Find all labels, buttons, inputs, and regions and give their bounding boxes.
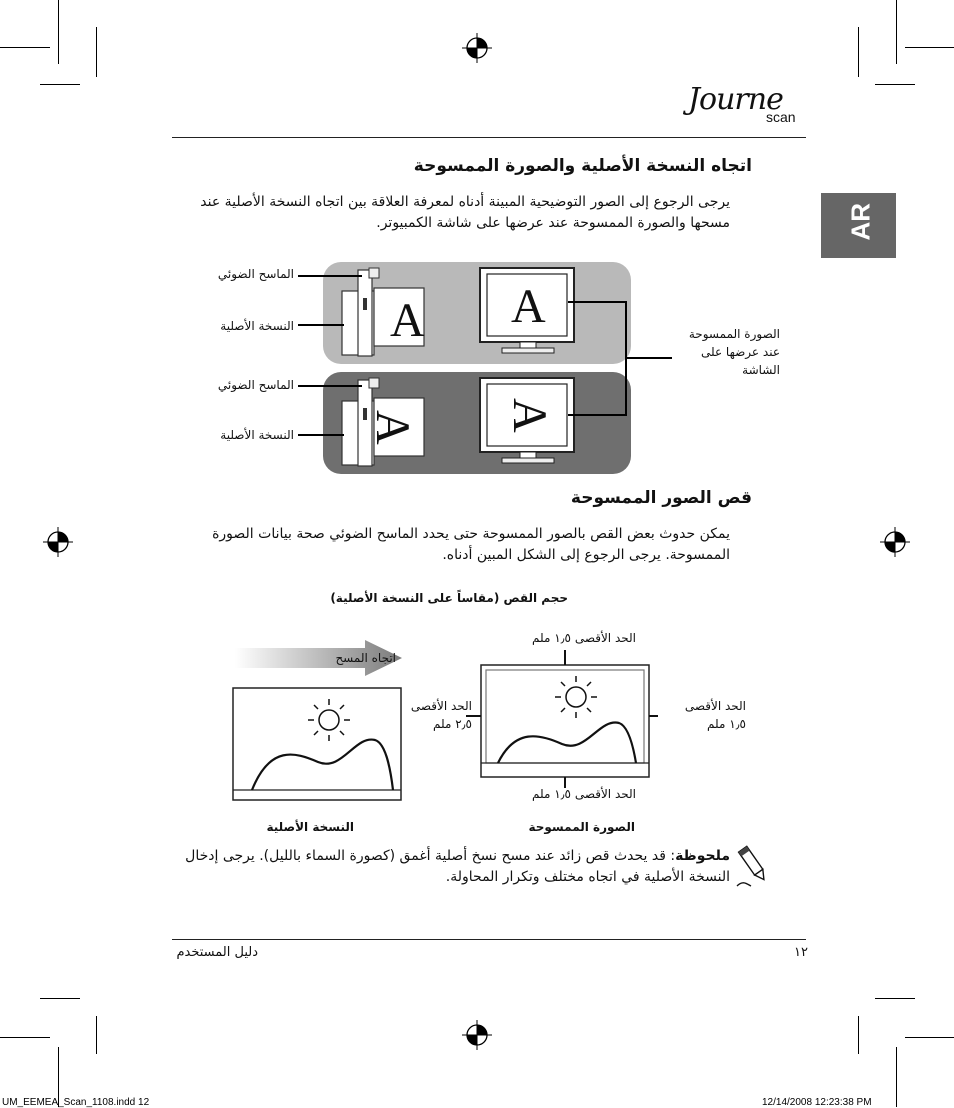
crop-mark <box>875 998 915 999</box>
page-number: ١٢ <box>794 945 808 960</box>
brand-logo-scan: scan <box>766 109 796 125</box>
paragraph-line: مسحها والصورة الممسوحة عند عرضها على شاشة الكمبيوتر. <box>376 215 730 231</box>
orientation-diagram <box>290 258 640 478</box>
pencil-note-icon <box>735 844 771 890</box>
original-label: النسخة الأصلية <box>220 428 294 442</box>
slug-file: UM_EEMEA_Scan_1108.indd 12 <box>2 1097 150 1108</box>
header-rule <box>172 137 806 138</box>
crop-mark <box>96 1016 97 1054</box>
crop-mark <box>905 1037 954 1038</box>
crop-mark <box>875 84 915 85</box>
paragraph-line: يرجى الرجوع إلى الصور التوضيحية المبينة أدناه لمعرفة العلاقة بين اتجاه النسخة الأصلية عند <box>200 194 730 210</box>
crop-limit-left: الحد الأقصى <box>410 699 472 713</box>
crop-mark <box>896 0 897 64</box>
note-line: النسخة الأصلية في اتجاه مختلف وتكرار المحاولة. <box>445 869 730 885</box>
section-title-orientation: اتجاه النسخة الأصلية والصورة الممسوحة <box>413 156 752 176</box>
crop-limit-top: الحد الأقصى ١٫٥ ملم <box>532 631 636 645</box>
crop-mark <box>858 27 859 77</box>
language-tab: AR <box>821 193 896 258</box>
callout-line <box>640 357 672 359</box>
paragraph-line: الممسوحة. يرجى الرجوع إلى الشكل المبين أدناه. <box>442 547 730 563</box>
crop-mark <box>96 27 97 77</box>
diagram-caption: حجم القص (مقاساً على النسخة الأصلية) <box>330 591 568 605</box>
note-line: ملحوظة: قد يحدث قص زائد عند مسح نسخ أصلية أغمق (كصورة السماء بالليل). يرجى إدخال <box>185 848 730 864</box>
scanned-image <box>466 650 658 788</box>
section-title-cropping: قص الصور الممسوحة <box>570 488 752 508</box>
crop-mark <box>858 1016 859 1054</box>
scan-direction-label: اتجاه المسح <box>335 651 396 665</box>
scanned-caption: الصورة الممسوحة <box>528 820 635 834</box>
crop-mark <box>896 1047 897 1107</box>
crop-limit-right: الحد الأقصى <box>684 699 746 713</box>
registration-mark-icon <box>880 527 910 557</box>
footer-guide-title: دليل المستخدم <box>176 945 258 960</box>
svg-text:A: A <box>511 280 546 333</box>
svg-text:A: A <box>366 410 419 445</box>
original-image <box>233 688 401 800</box>
note-label: ملحوظة <box>675 848 730 864</box>
scanner-label: الماسح الضوئي <box>217 267 294 281</box>
slug-timestamp: 12/14/2008 12:23:38 PM <box>762 1097 872 1108</box>
crop-limit-right: ١٫٥ ملم <box>707 717 746 731</box>
crop-limit-left: ٢٫٥ ملم <box>433 717 472 731</box>
crop-mark <box>0 1037 50 1038</box>
scanner-label: الماسح الضوئي <box>217 378 294 392</box>
registration-mark-icon <box>43 527 73 557</box>
crop-mark <box>40 998 80 999</box>
registration-mark-icon <box>462 1020 492 1050</box>
original-caption: النسخة الأصلية <box>266 820 354 834</box>
crop-limit-bottom: الحد الأقصى ١٫٥ ملم <box>532 787 636 801</box>
paragraph-line: يمكن حدوث بعض القص بالصور الممسوحة حتى يحدد الماسح الضوئي صحة بيانات الصورة <box>212 526 730 542</box>
original-label: النسخة الأصلية <box>220 319 294 333</box>
crop-mark <box>40 84 80 85</box>
screen-label: الصورة الممسوحة <box>688 327 780 341</box>
crop-mark <box>58 0 59 64</box>
crop-mark <box>0 47 50 48</box>
footer-rule <box>172 939 806 940</box>
letter-a: A <box>390 294 425 347</box>
crop-mark <box>905 47 954 48</box>
screen-label: الشاشة <box>742 363 780 377</box>
screen-label: عند عرضها على <box>700 345 780 359</box>
svg-text:A: A <box>503 398 556 433</box>
brand-logo-script: Journe <box>688 82 783 117</box>
registration-mark-icon <box>462 33 492 63</box>
